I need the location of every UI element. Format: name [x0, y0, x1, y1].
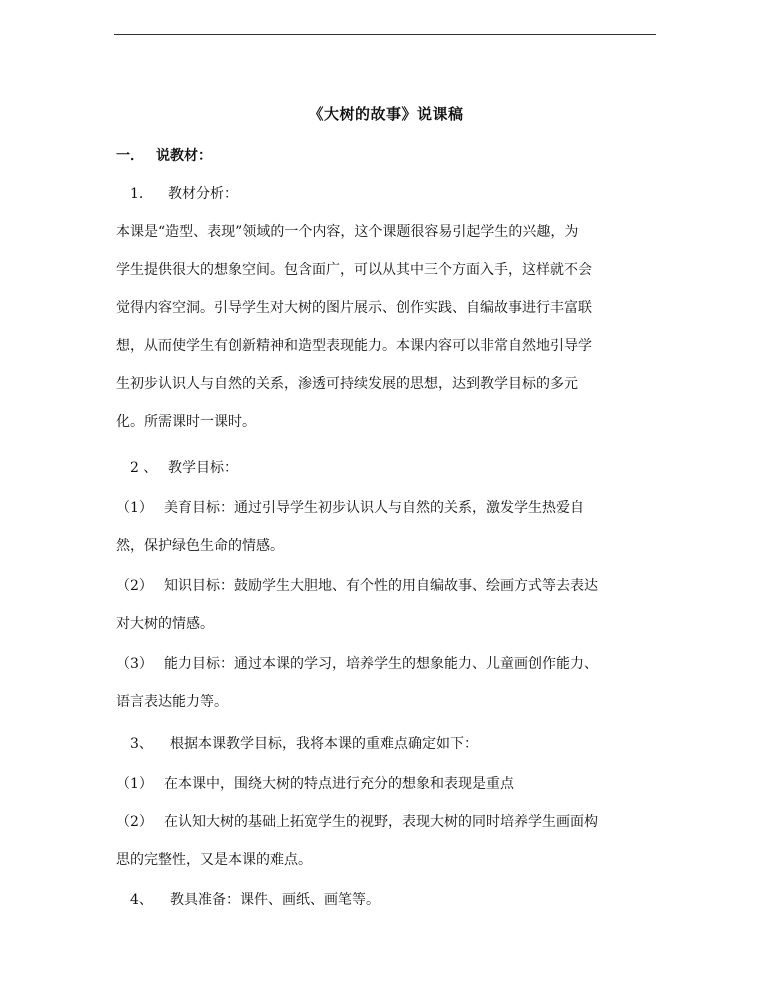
subheading-label: 教学目标： [168, 460, 238, 476]
paragraph-line: 化。所需课时一课时。 [116, 414, 256, 430]
subheading-1 [116, 184, 670, 204]
list-text: 美育目标：通过引导学生初步认识人与自然的关系，激发学生热爱自 [164, 500, 584, 516]
paragraph-line: 觉得内容空洞。引导学生对大树的图片展示、创作实践、自编故事进行丰富联 [116, 300, 592, 316]
subheading-number: 1． [130, 186, 153, 202]
subheading-4 [116, 890, 670, 910]
list-number: （1） [116, 776, 153, 792]
subheading-label: 根据本课教学目标，我将本课的重难点确定如下： [170, 736, 478, 752]
subheading-label: 教材分析： [168, 186, 238, 202]
paragraph-line: 思的完整性，又是本课的难点。 [116, 852, 312, 868]
list-number: （2） [116, 814, 153, 830]
goal-item-3 [116, 654, 656, 674]
paragraph-line: 语言表达能力等。 [116, 694, 228, 710]
paragraph-line: 生初步认识人与自然的关系，渗透可持续发展的思想，达到教学目标的多元 [116, 376, 578, 392]
subheading-number: 2 、 [130, 460, 158, 476]
header-rule [114, 34, 656, 35]
list-text: 在本课中，围绕大树的特点进行充分的想象和表现是重点 [164, 776, 514, 792]
subheading-2 [116, 458, 670, 478]
list-number: （1） [116, 500, 153, 516]
list-number: （2） [116, 578, 153, 594]
subheading-3 [116, 734, 670, 754]
paragraph-line: 对大树的情感。 [116, 616, 214, 632]
document-title: 《大树的故事》说课稿 [308, 105, 464, 123]
subheading-label: 教具准备：课件、画纸、画笔等。 [170, 892, 380, 908]
paragraph-line: 然，保护绿色生命的情感。 [116, 538, 284, 554]
list-text: 能力目标：通过本课的学习，培养学生的想象能力、儿童画创作能力、 [164, 656, 598, 672]
paragraph-line: 想，从而使学生有创新精神和造型表现能力。本课内容可以非常自然地引导学 [116, 338, 592, 354]
subheading-number: 3、 [130, 736, 153, 752]
list-text: 在认知大树的基础上拓宽学生的视野，表现大树的同时培养学生画面构 [164, 814, 598, 830]
subheading-number: 4、 [130, 892, 153, 908]
list-text: 知识目标：鼓励学生大胆地、有个性的用自编故事、绘画方式等去表达 [164, 578, 598, 594]
section-heading-1 [116, 146, 656, 166]
key-point-1 [116, 774, 656, 794]
section-number: 一． [116, 148, 144, 164]
paragraph-line: 学生提供很大的想象空间。包含面广，可以从其中三个方面入手，这样就不会 [116, 262, 592, 278]
key-point-2 [116, 812, 656, 832]
goal-item-2 [116, 576, 656, 596]
goal-item-1 [116, 498, 656, 518]
paragraph-line: 本课是“造型、表现”领域的一个内容，这个课题很容易引起学生的兴趣，为 [116, 224, 579, 240]
list-number: （3） [116, 656, 153, 672]
section-label: 说教材： [156, 148, 212, 164]
